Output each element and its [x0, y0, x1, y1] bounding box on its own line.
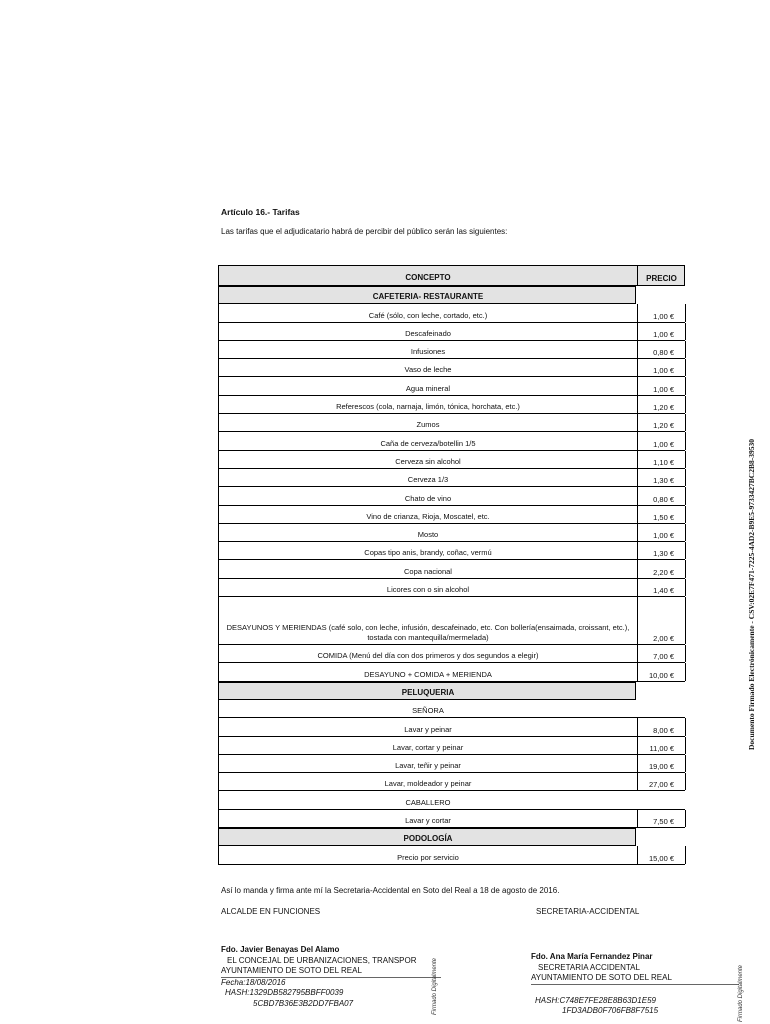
price-value: 1,20 €: [653, 421, 674, 431]
concept-cell: DESAYUNOS Y MERIENDAS (café solo, con leche, infusión, descafeinado, etc. Con bollería(ensaimada, croissant, etc.), tostada con mantequilla/mermelada): [226, 623, 630, 643]
concept-cell: Café (sólo, con leche, cortado, etc.): [368, 310, 488, 320]
price-cell: [637, 737, 686, 754]
concept-cell: Vaso de leche: [404, 365, 452, 375]
table-row: [218, 810, 685, 828]
price-value: 1,00 €: [653, 439, 674, 449]
table-row: [218, 579, 685, 597]
signer-name: Fdo. Ana María Fernandez Pinar: [531, 952, 653, 961]
concept-cell: Lavar y peinar: [404, 724, 452, 734]
price-value: 2,20 €: [653, 567, 674, 577]
digital-signature-stamp: Firmado Digitalmente: [738, 964, 744, 1022]
price-cell: [637, 359, 686, 376]
price-value: 8,00 €: [653, 725, 674, 735]
price-value: 0,80 €: [653, 494, 674, 504]
table-row: [218, 506, 685, 524]
price-cell: [637, 506, 686, 523]
table-row: [218, 773, 685, 791]
price-cell: [637, 810, 686, 827]
price-cell: [637, 341, 686, 358]
price-cell: [637, 645, 686, 662]
price-cell: [637, 469, 686, 486]
concept-cell: Infusiones: [410, 347, 446, 357]
closing-text: Así lo manda y firma ante mí la Secretaria-Accidental en Soto del Real a 18 de agosto de 2016.: [221, 886, 560, 895]
header-concept: CONCEPTO: [405, 273, 451, 282]
concept-cell: Referescos (cola, narnaja, limón, tónica, horchata, etc.): [336, 402, 520, 412]
signature-hash-1: HASH:1329DB582795BBFF0039: [225, 988, 344, 997]
table-row: [218, 560, 685, 578]
price-value: 2,00 €: [653, 634, 674, 644]
signer-role: EL CONCEJAL DE URBANIZACIONES, TRANSPOR: [227, 955, 417, 965]
label-secretary: SECRETARIA-ACCIDENTAL: [536, 907, 640, 916]
tariff-table: [218, 265, 685, 865]
price-cell: [637, 487, 686, 504]
table-section-row: [218, 682, 636, 700]
concept-cell: Copas tipo anis, brandy, coñac, vermú: [364, 548, 492, 558]
table-row: [218, 737, 685, 755]
price-cell: [637, 377, 686, 394]
price-cell: [637, 304, 686, 321]
concept-cell: Caña de cerveza/botellin 1/5: [380, 438, 476, 448]
article-title: Artículo 16.- Tarifas: [221, 207, 300, 217]
signature-date: Fecha:18/08/2016: [221, 977, 286, 987]
price-value: 27,00 €: [648, 780, 674, 790]
table-row: [218, 645, 685, 663]
concept-cell: Lavar, cortar y peinar: [392, 742, 464, 752]
concept-cell: Zumos: [416, 420, 440, 430]
signature-hash-2: 1FD3ADB0F706FB8F7515: [562, 1006, 659, 1015]
concept-cell: COMIDA (Menú del día con dos primeros y dos segundos a elegir): [317, 651, 539, 661]
concept-cell: Chato de vino: [404, 493, 452, 503]
price-value: 1,00 €: [653, 366, 674, 376]
signer-name: Fdo. Javier Benayas Del Alamo: [221, 945, 340, 954]
signer-role: SECRETARIA ACCIDENTAL: [538, 962, 640, 972]
concept-cell: Agua mineral: [405, 383, 451, 393]
electronic-signature-csv: Documento Firmado Electrónicamente - CSV:02E7F471-7225-4AD2-B9E5-9733427BC2B8-39530: [747, 439, 756, 750]
table-row: [218, 432, 685, 450]
price-cell: [637, 542, 686, 559]
price-value: 7,50 €: [653, 817, 674, 827]
concept-cell: Lavar, teñir y peinar: [395, 761, 461, 771]
price-value: 15,00 €: [648, 853, 674, 863]
price-cell: [637, 414, 686, 431]
price-value: 19,00 €: [648, 762, 674, 772]
price-value: 1,40 €: [653, 586, 674, 596]
digital-signature-stamp: Firmado Digitalmente: [432, 957, 438, 1015]
price-value: 1,00 €: [653, 384, 674, 394]
price-value: 1,00 €: [653, 531, 674, 541]
concept-cell: Vino de crianza, Rioja, Moscatel, etc.: [366, 511, 490, 521]
signer-institution: AYUNTAMIENTO DE SOTO DEL REAL: [531, 973, 739, 985]
concept-cell: Cerveza sin alcohol: [395, 456, 461, 466]
concept-cell: DESAYUNO + COMIDA + MERIENDA: [364, 669, 492, 679]
price-value: 0,80 €: [653, 348, 674, 358]
signature-block-mayor: [221, 945, 441, 1009]
price-cell: [637, 432, 686, 449]
section-title: PODOLOGÍA: [403, 834, 453, 844]
table-row: [218, 663, 685, 681]
price-cell: [637, 846, 686, 863]
price-cell: [637, 396, 686, 413]
price-value: 1,10 €: [653, 457, 674, 467]
concept-cell: SEÑORA: [412, 706, 444, 716]
price-value: 1,30 €: [653, 476, 674, 486]
price-value: 1,30 €: [653, 549, 674, 559]
table-row: [218, 524, 685, 542]
table-subsection-row: [218, 791, 685, 809]
price-cell: [637, 597, 686, 644]
table-section-row: [218, 286, 636, 304]
price-cell: [637, 323, 686, 340]
table-row: [218, 846, 685, 864]
concept-cell: Lavar, moldeador y peinar: [384, 779, 472, 789]
price-cell: [637, 560, 686, 577]
signer-institution: AYUNTAMIENTO DE SOTO DEL REAL: [221, 966, 441, 978]
concept-cell: Cerveza 1/3: [407, 475, 449, 485]
label-mayor: ALCALDE EN FUNCIONES: [221, 907, 321, 916]
table-row: [218, 597, 685, 645]
price-value: 1,00 €: [653, 311, 674, 321]
concept-cell: Lavar y cortar: [405, 816, 451, 826]
section-title: PELUQUERIA: [401, 687, 455, 697]
table-header-row: [218, 265, 685, 286]
price-cell: [637, 663, 686, 680]
header-price: PRECIO: [646, 274, 677, 283]
signature-hash-1: HASH:C748E7FE28E8B63D1E59: [535, 995, 656, 1005]
concept-cell: Mosto: [417, 530, 439, 540]
signature-block-secretary: [531, 952, 739, 1017]
price-cell: [637, 524, 686, 541]
price-value: 1,00 €: [653, 329, 674, 339]
concept-cell: Copa nacional: [404, 566, 452, 576]
concept-cell: CABALLERO: [405, 797, 451, 807]
table-row: [218, 414, 685, 432]
table-row: [218, 396, 685, 414]
table-subsection-row: [218, 700, 685, 718]
price-cell: [637, 773, 686, 790]
article-intro: Las tarifas que el adjudicatario habrá de percibir del público serán las siguientes:: [221, 227, 508, 236]
price-cell: [637, 718, 686, 735]
price-value: 1,20 €: [653, 403, 674, 413]
concept-cell: Precio por servicio: [397, 852, 459, 862]
price-value: 11,00 €: [649, 743, 674, 753]
table-row: [218, 377, 685, 395]
price-cell: [637, 579, 686, 596]
concept-cell: Descafeinado: [405, 328, 451, 338]
table-row: [218, 469, 685, 487]
price-value: 10,00 €: [648, 670, 674, 680]
signature-hash-2: 5CBD7B36E3B2DD7FBA07: [253, 998, 354, 1008]
table-row: [218, 487, 685, 505]
table-row: [218, 323, 685, 341]
table-row: [218, 755, 685, 773]
table-row: [218, 341, 685, 359]
price-cell: [637, 451, 686, 468]
table-row: [218, 359, 685, 377]
price-value: 7,00 €: [653, 652, 674, 662]
price-value: 1,50 €: [653, 512, 674, 522]
price-cell: [637, 755, 686, 772]
concept-cell: Licores con o sin alcohol: [386, 585, 470, 595]
table-row: [218, 542, 685, 560]
table-row: [218, 718, 685, 736]
table-row: [218, 304, 685, 322]
table-row: [218, 451, 685, 469]
table-section-row: [218, 828, 636, 846]
section-title: CAFETERIA- RESTAURANTE: [372, 292, 484, 302]
